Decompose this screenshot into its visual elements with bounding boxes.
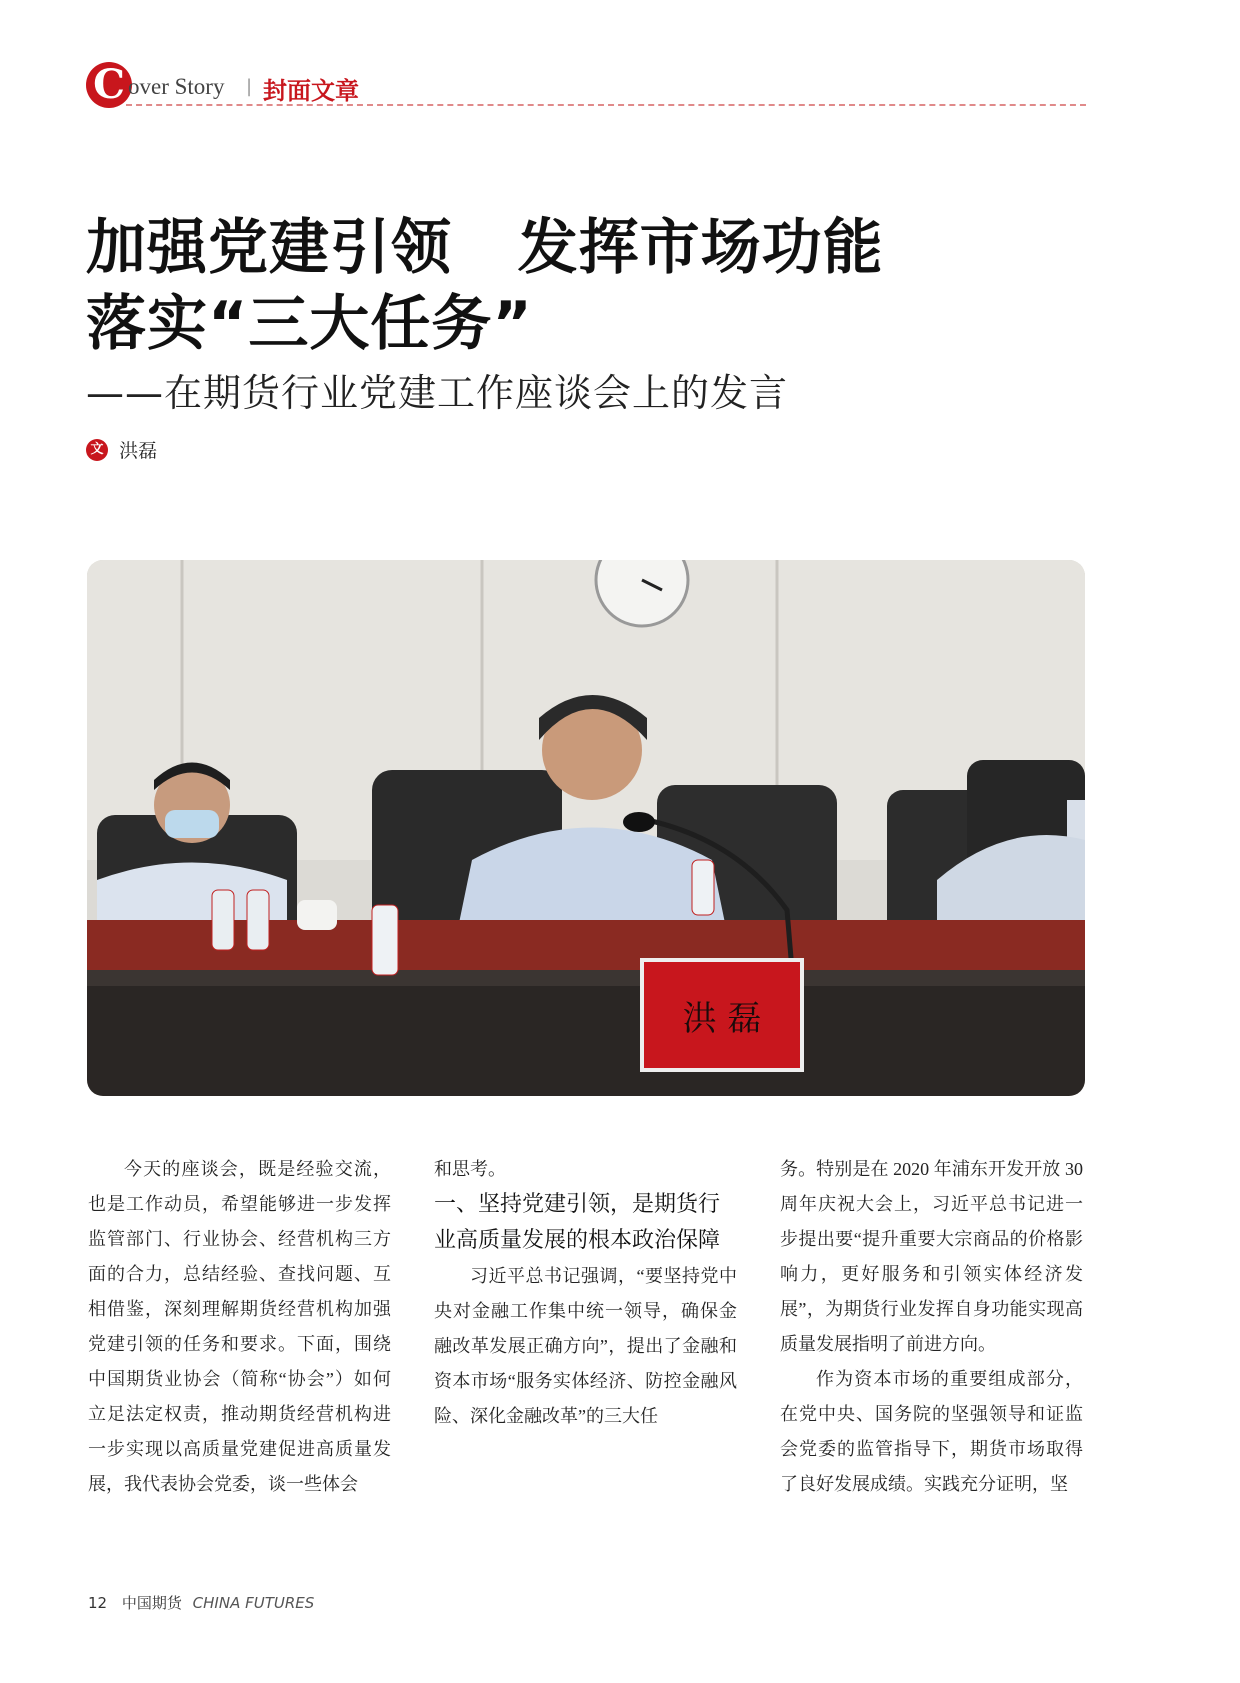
- magazine-name-en: CHINA FUTURES: [192, 1594, 315, 1612]
- article-photo: [87, 560, 1085, 1096]
- meeting-photo-illustration: [87, 560, 1085, 1096]
- author-badge-icon: 文: [86, 439, 108, 461]
- article-subtitle: ——在期货行业党建工作座谈会上的发言: [86, 371, 789, 415]
- magazine-name-cn: 中国期货: [121, 1594, 182, 1612]
- page-footer: [88, 1592, 314, 1613]
- cover-story-logo-icon: C: [86, 62, 132, 108]
- body-column-1: [88, 1152, 391, 1502]
- cover-story-label: over Story: [128, 74, 225, 99]
- title-line-2: 落实“三大任务”: [86, 289, 533, 359]
- paragraph-1-continued: 和思考。: [434, 1159, 506, 1179]
- page-number: 12: [88, 1594, 108, 1612]
- section-heading-1: 一、坚持党建引领，是期货行业高质量发展的根本政治保障: [434, 1192, 721, 1253]
- paragraph-3: 作为资本市场的重要组成部分，在党中央、国务院的坚强领导和证监会党委的监管指导下，期货市场取得了良好发展成绩。实践充分证明，坚: [780, 1369, 1083, 1494]
- header-separator: |: [246, 76, 253, 97]
- section-label: 封面文章: [263, 77, 359, 105]
- paragraph-2: 习近平总书记强调，“要坚持党中央对金融工作集中统一领导，确保金融改革发展正确方向”，提出了金融和资本市场“服务实体经济、防控金融风险、深化金融改革”的三大任: [434, 1266, 737, 1426]
- nameplate-text: 洪 磊: [682, 999, 762, 1039]
- paragraph-1: 今天的座谈会，既是经验交流，也是工作动员，希望能够进一步发挥监管部门、行业协会、经营机构三方面的合力，总结经验、查找问题、互相借鉴，深刻理解期货经营机构加强党建引领的任务和要求。下面，围绕中国期货业协会（简称“协会”）如何立足法定权责，推动期货经营机构进一步实现以高质量党建促进高质量发展，我代表协会党委，谈一些体会: [88, 1159, 391, 1494]
- body-column-3: [780, 1152, 1083, 1502]
- author-name: 洪磊: [119, 440, 158, 462]
- page-header: [86, 62, 1086, 108]
- title-line-1: 加强党建引领 发挥市场功能: [86, 213, 884, 283]
- paragraph-2-continued: 务。特别是在 2020 年浦东开发开放 30 周年庆祝大会上，习近平总书记进一步提出要“提升重要大宗商品的价格影响力，更好服务和引领实体经济发展”，为期货行业发挥自身功能实现高质量发展指明了前进方向。: [780, 1159, 1083, 1354]
- byline: [86, 436, 157, 462]
- article-title: [86, 210, 884, 362]
- body-column-2: [434, 1152, 737, 1434]
- header-divider: [126, 104, 1086, 106]
